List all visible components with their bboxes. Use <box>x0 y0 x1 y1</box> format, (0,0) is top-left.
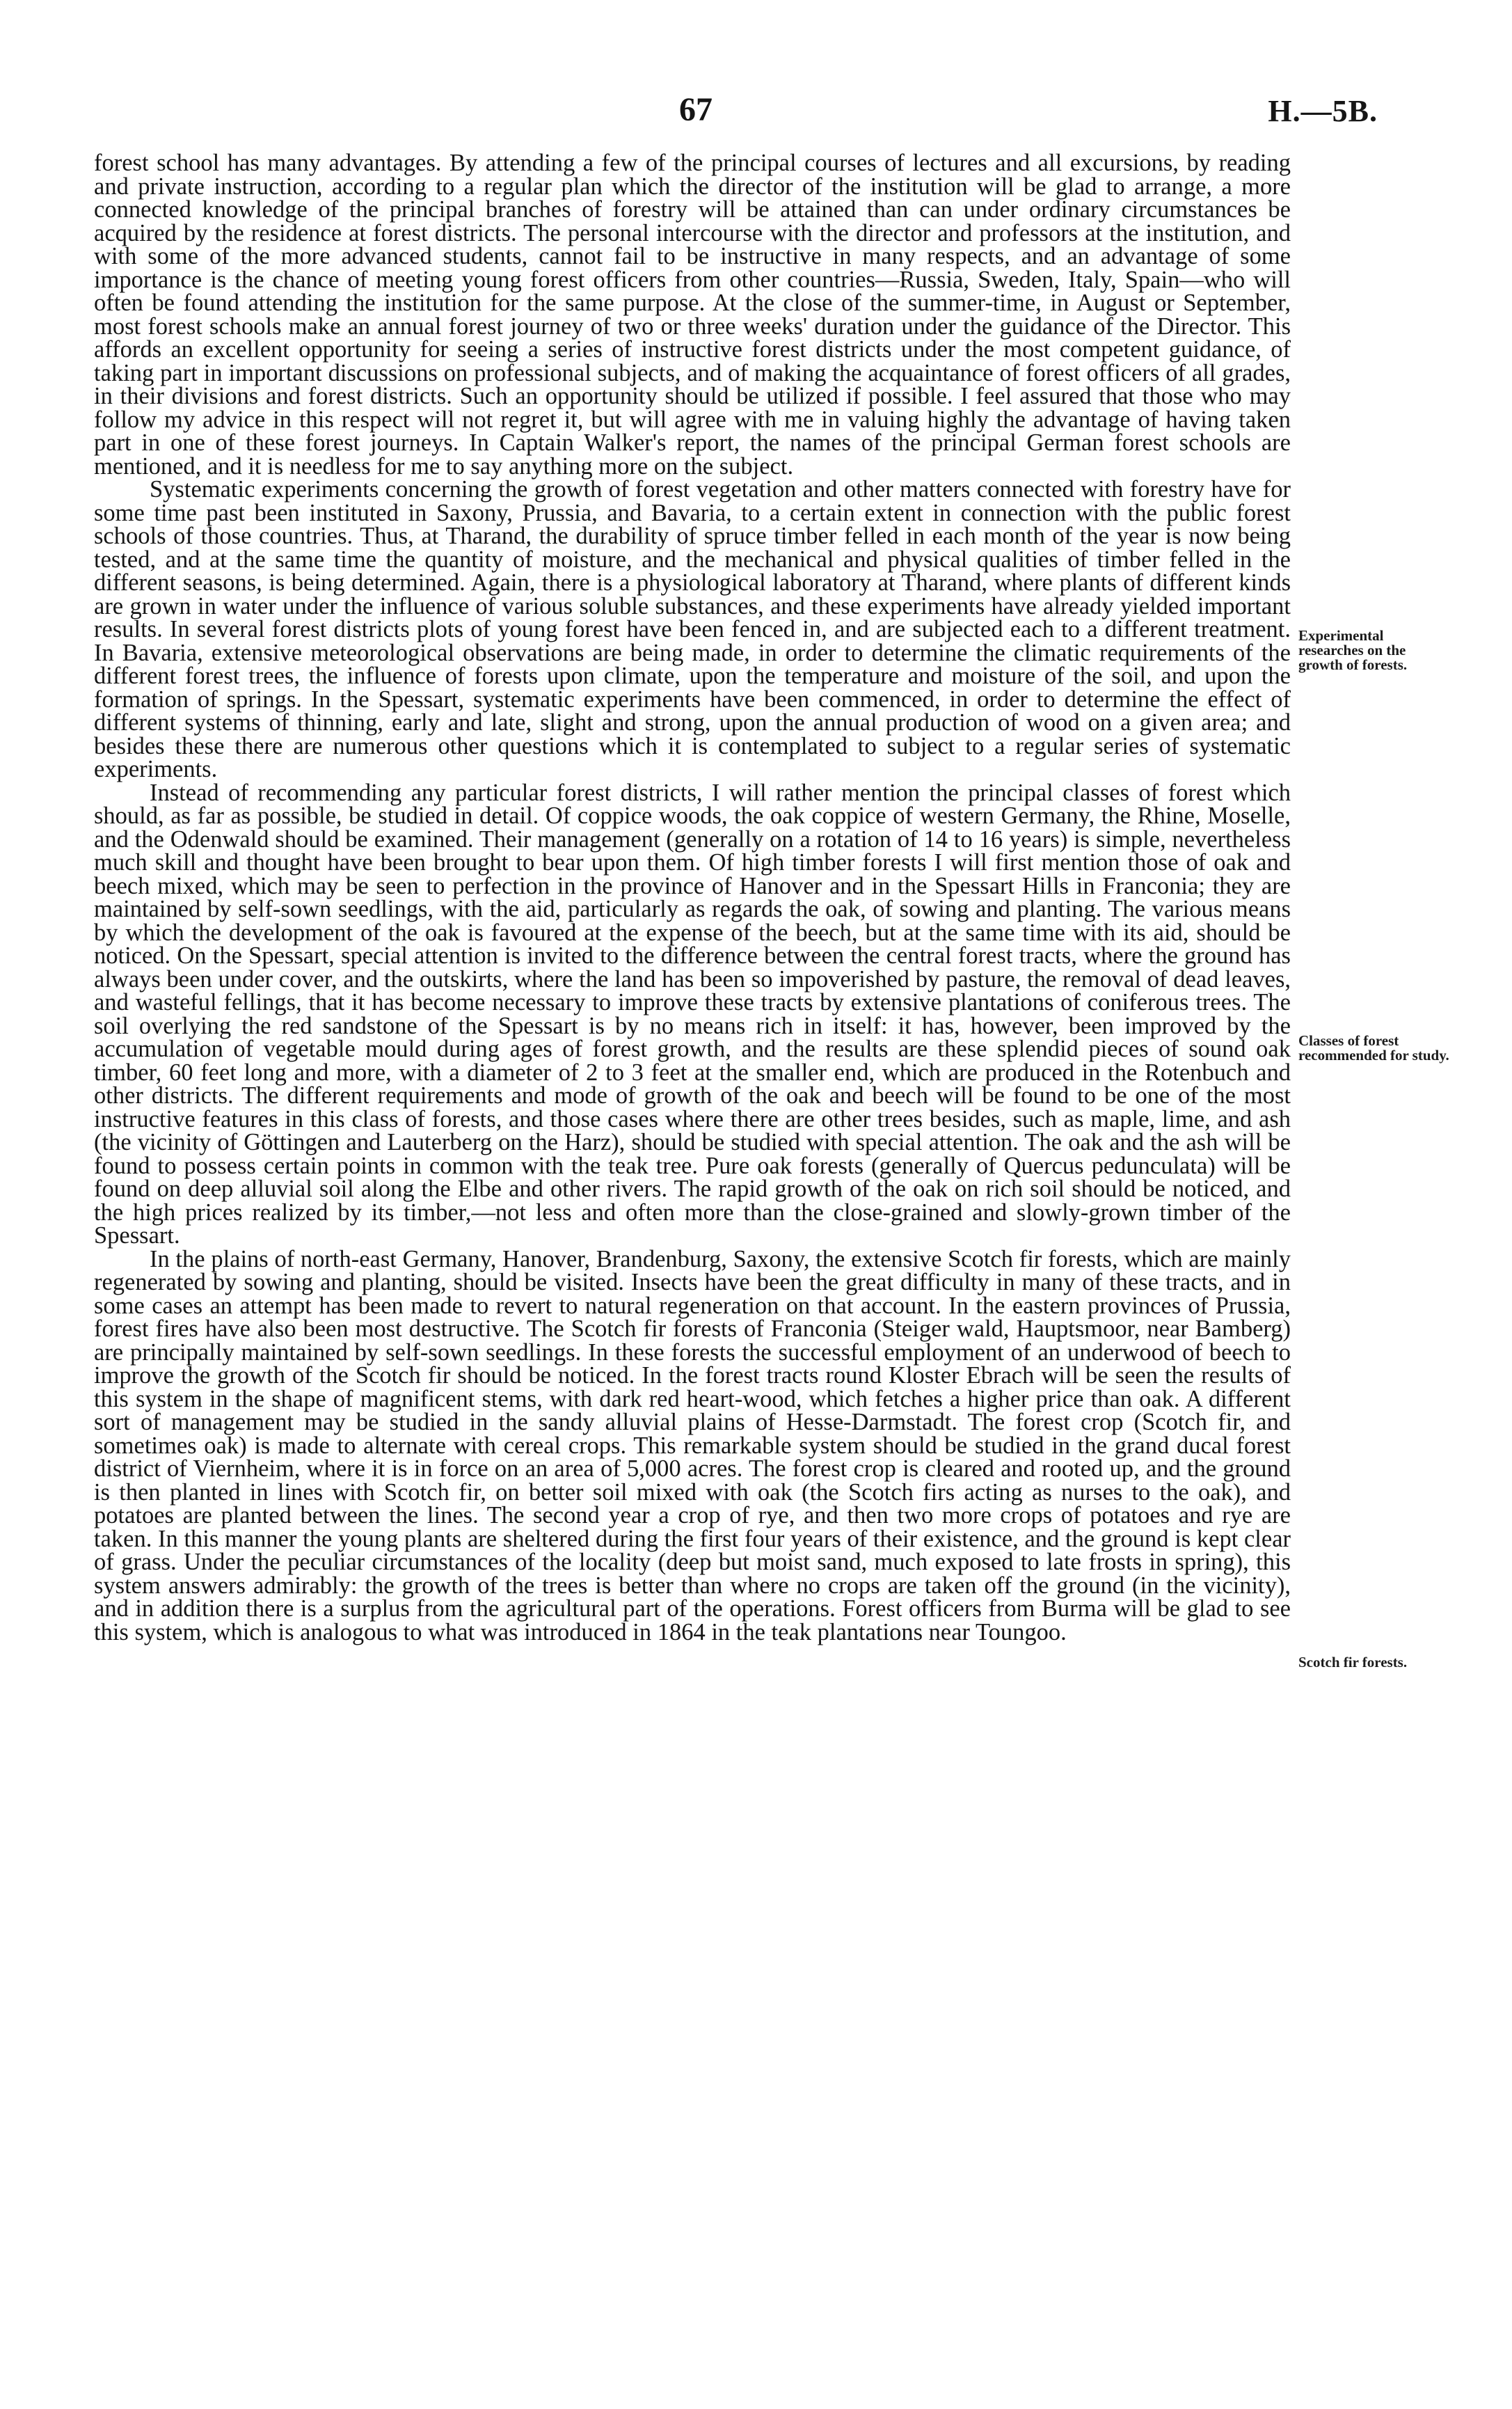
paragraph-experiments: Systematic experiments concerning the growth of forest vegetation and other matters connected with forestry have for some time past been instituted in Saxony, Prussia, and Bavaria, to a certain extent in connection with the public forest schools of those countries. Thus, at Tharand, the durability of spruce timber felled in each month of the year is now being tested, and at the same time the quantity of moisture, and the mechanical and physical qualities of timber felled in the different seasons, is being determined. Again, there is a physiological laboratory at Tharand, where plants of different kinds are grown in water under the influence of various soluble substances, and these experiments have already yielded important results. In several forest districts plots of young forest have been fenced in, and are subjected each to a different treatment. In Bavaria, extensive meteorological observations are being made, in order to determine the climatic requirements of the different forest trees, the influence of forests upon climate, upon the temperature and moisture of the soil, and upon the formation of springs. In the Spessart, systematic experiments have been commenced, in order to determine the effect of different systems of thinning, early and late, slight and strong, upon the annual production of wood on a given area; and besides these there are numerous other questions which it is contemplated to subject to a regular series of systematic experiments. <box>94 476 1291 782</box>
body-text <box>94 152 1291 1644</box>
paper-reference: H.—5B. <box>1268 94 1378 128</box>
paragraph-classes-of-forest: Instead of recommending any particular forest districts, I will rather mention the principal classes of forest which should, as far as possible, be studied in detail. Of coppice woods, the oak coppice of western Germany, the Rhine, Moselle, and the Odenwald should be examined. Their management (generally on a rotation of 14 to 16 years) is simple, nevertheless much skill and thought have been brought to bear upon them. Of high timber forests I will first mention those of oak and beech mixed, which may be seen to perfection in the province of Hanover and in the Spessart Hills in Franconia; they are maintained by self-sown seedlings, with the aid, particularly as regards the oak, of sowing and planting. The various means by which the development of the oak is favoured at the expense of the beech, but at the same time with its aid, should be noticed. On the Spessart, special attention is invited to the difference between the central forest tracts, where the ground has always been under cover, and the outskirts, where the land has been so impoverished by pasture, the removal of dead leaves, and wasteful fellings, that it has become necessary to improve these tracts by extensive plantations of coniferous trees. The soil overlying the red sandstone of the Spessart is by no means rich in itself: it has, however, been improved by the accumulation of vegetable mould during ages of forest growth, and the results are these splendid pieces of sound oak timber, 60 feet long and more, with a diameter of 2 to 3 feet at the smaller end, which are produced in the Rotenbuch and other districts. The different requirements and mode of growth of the oak and beech will be found to be one of the most instructive features in this class of forests, and those cases where there are other trees besides, such as maple, lime, and ash (the vicinity of Göttingen and Lauterberg on the Harz), should be studied with special attention. The oak and the ash will be found to possess certain points in common with the teak tree. Pure oak forests (generally of Quercus pedunculata) will be found on deep alluvial soil along the Elbe and other rivers. The rapid growth of the oak on rich soil should be noticed, and the high prices realized by its timber,—not less and often more than the close-grained and slowly-grown timber of the Spessart. <box>94 779 1291 1249</box>
page-number: 67 <box>679 91 713 128</box>
margin-note-classes-of-forest: Classes of forest recommended for study. <box>1298 1032 1449 1064</box>
paragraph-forest-school: forest school has many advantages. By attending a few of the principal courses of lectures and all excursions, by reading and private instruction, according to a regular plan which the director of the institution will be glad to arrange, a more connected knowledge of the principal branches of forestry will be attained than can under ordinary circumstances be acquired by the residence at forest districts. The personal intercourse with the director and professors at the institution, and with some of the more advanced students, cannot fail to be instructive in many respects, and an advantage of some importance is the chance of meeting young forest officers from other countries—Russia, Sweden, Italy, Spain—who will often be found attending the institution for the same purpose. At the close of the summer-time, in August or September, most forest schools make an annual forest journey of two or three weeks' duration under the guidance of the Director. This affords an excellent opportunity for seeing a series of instructive forest districts under the most competent guidance, of taking part in important discussions on professional subjects, and of making the acquaintance of forest officers of all grades, in their divisions and forest districts. Such an opportunity should be utilized if possible. I feel assured that those who may follow my advice in this respect will not regret it, but will agree with me in valuing highly the advantage of having taken part in one of these forest journeys. In Captain Walker's report, the names of the principal German forest schools are mentioned, and it is needless for me to say anything more on the subject. <box>94 150 1291 480</box>
margin-note-experimental-researches: Experimental researches on the growth of forests. <box>1298 627 1408 673</box>
margin-note-scotch-fir: Scotch fir forests. <box>1298 1654 1408 1670</box>
paragraph-scotch-fir: In the plains of north-east Germany, Hanover, Brandenburg, Saxony, the extensive Scotch fir forests, which are mainly regenerated by sowing and planting, should be visited. Insects have been the great difficulty in many of these tracts, and in some cases an attempt has been made to revert to natural regeneration on that account. In the eastern provinces of Prussia, forest fires have also been most destructive. The Scotch fir forests of Franconia (Steiger wald, Hauptsmoor, near Bamberg) are principally maintained by self-sown seedlings. In these forests the successful employment of an underwood of beech to improve the growth of the Scotch fir should be noticed. In the forest tracts round Kloster Ebrach will be seen the results of this system in the shape of magnificent stems, with dark red heart-wood, which fetches a higher price than oak. A different sort of management may be studied in the sandy alluvial plains of Hesse-Darmstadt. The forest crop (Scotch fir, and sometimes oak) is made to alternate with cereal crops. This remarkable system should be studied in the grand ducal forest district of Viernheim, where it is in force on an area of 5,000 acres. The forest crop is cleared and rooted up, and the ground is then planted in lines with Scotch fir, on better soil mixed with oak (the Scotch firs acting as nurses to the oak), and potatoes are planted between the lines. The second year a crop of rye, and then two more crops of potatoes and rye are taken. In this manner the young plants are sheltered during the first four years of their existence, and the ground is kept clear of grass. Under the peculiar circumstances of the locality (deep but moist sand, much exposed to late frosts in spring), this system answers admirably: the growth of the trees is better than where no crops are taken off the ground (in the vicinity), and in addition there is a surplus from the agricultural part of the operations. Forest officers from Burma will be glad to see this system, which is analogous to what was introduced in 1864 in the teak plantations near Toungoo. <box>94 1245 1291 1645</box>
